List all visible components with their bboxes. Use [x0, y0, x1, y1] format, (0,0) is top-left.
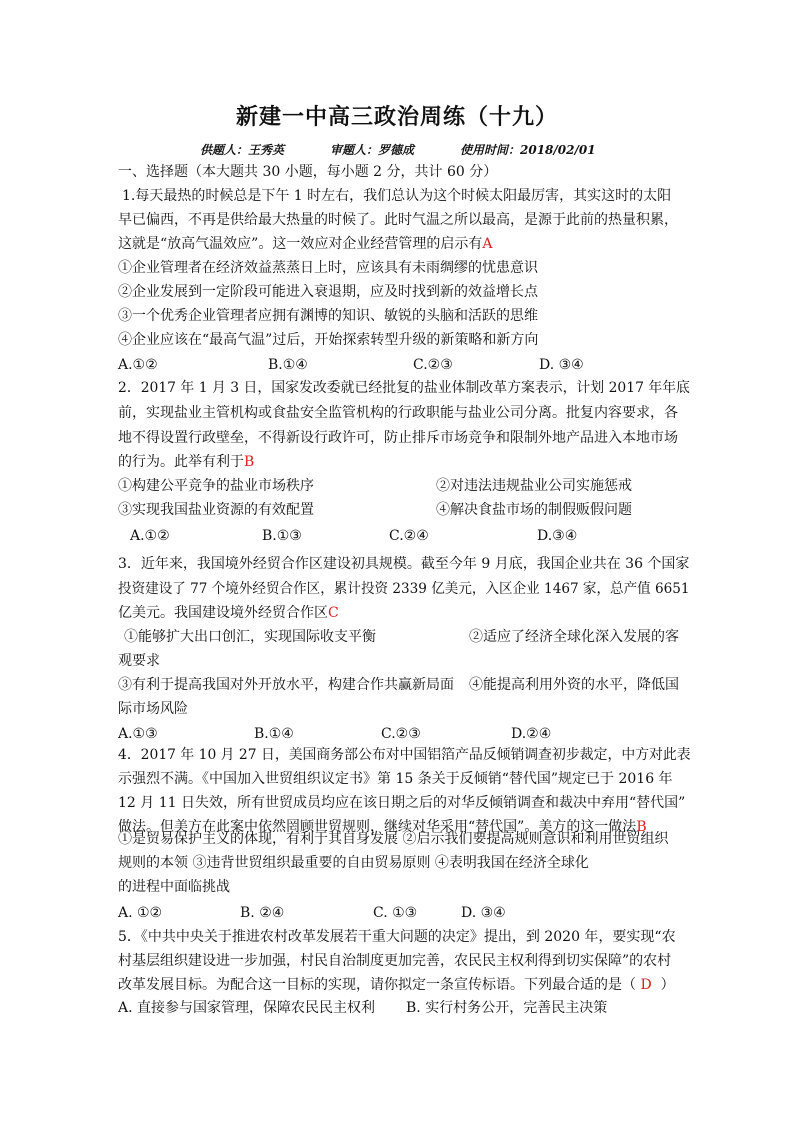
date-label: 使用时间：2018/02/01: [460, 143, 596, 157]
reviewer-label: 审题人：罗德成: [330, 143, 415, 157]
q5-line-2: 村基层组织建设进一步加强，村民自治制度更加完善，农民民主权利得到切实保障”的农村: [118, 953, 672, 969]
q1-stem-end: 这就是“放高气温效应”。这一效应对企业经营管理的启示有: [118, 236, 483, 252]
q4-option-b: B. ②④: [240, 905, 285, 921]
q3-option-d: D.②④: [511, 726, 552, 742]
q1-answer: A: [482, 236, 493, 252]
page-title: 新建一中高三政治周练（十九）: [235, 104, 558, 130]
q5-line-1: 5．《中共中央关于推进农村改革发展若干重大问题的决定》提出，到 2020 年，要实现“农: [118, 929, 676, 945]
q3-statement-2: ②适应了经济全球化深入发展的客: [469, 629, 679, 645]
author-label: 供题人：王秀英: [200, 143, 285, 157]
q2-line-2: 前，实现盐业主管机构或食盐安全监管机构的行政职能与盐业公司分离。批复内容要求，各: [118, 405, 678, 421]
q2-answer: B: [244, 454, 255, 470]
q2-option-a: A.①②: [130, 528, 170, 544]
q1-statement-1: ①企业管理者在经济效益蒸蒸日上时，应该具有未雨绸缪的忧患意识: [118, 260, 538, 276]
q2-option-d: D.③④: [537, 528, 578, 544]
q1-statement-4: ④企业应该在“最高气温”过后，开始探索转型升级的新策略和新方向: [118, 332, 539, 348]
q4-option-d: D. ③④: [461, 905, 506, 921]
q3-line-3: [118, 603, 339, 623]
q3-option-b: B.①④: [254, 726, 294, 742]
q5-line-3: [118, 975, 675, 995]
q3-statement-4: ④能提高利用外资的水平，降低国: [469, 677, 679, 693]
q2-statement-4: ④解决食盐市场的制假贩假问题: [436, 502, 632, 518]
q3-statement-3: ③有利于提高我国对外开放水平，构建合作共赢新局面: [118, 677, 454, 693]
q1-line-3: [118, 234, 492, 254]
q5-option-b: B. 实行村务公开，完善民主决策: [406, 1000, 608, 1016]
q2-option-c: C.②④: [389, 528, 429, 544]
q4-line-6: 规则的本领 ③违背世贸组织最重要的自由贸易原则 ④表明我国在经济全球化: [118, 855, 589, 871]
q5-answer: D: [640, 977, 652, 993]
q2-statement-1: ①构建公平竞争的盐业市场秩序: [118, 478, 314, 494]
q4-line-5: ①是贸易保护主义的体现，有利于其自身发展 ②启示我们要提高规则意识和利用世贸组织: [118, 831, 669, 847]
q1-option-b: B.①④: [268, 357, 308, 373]
q1-option-c: C.②③: [413, 357, 453, 373]
q2-line-3: 地不得设置行政壁垒，不得新设行政许可，防止排斥市场竞争和限制外地产品进入本地市场: [118, 430, 678, 446]
q4-option-c: C. ①③: [373, 905, 418, 921]
q1-statement-2: ②企业发展到一定阶段可能进入衰退期，应及时找到新的效益增长点: [118, 284, 538, 300]
q3-option-a: A.①③: [118, 726, 158, 742]
section-heading: 一、选择题（本大题共 30 小题，每小题 2 分，共计 60 分）: [118, 164, 498, 180]
q4-line-3: 12 月 11 日失效，所有世贸成员均应在该日期之后的对华反倾销调查和裁决中弃用“替代国”: [118, 795, 686, 811]
q5-stem-end: 改革发展目标。为配合这一目标的实现，请你拟定一条宣传标语。下列最合适的是（: [118, 977, 636, 993]
q3-statement-2-cont: 观要求: [118, 653, 160, 669]
q1-line-2: 早已偏西，不再是供给最大热量的时候了。此时气温之所以最高，是源于此前的热量积累，: [118, 212, 678, 228]
q5-option-a: A. 直接参与国家管理，保障农民民主权利: [118, 1000, 376, 1016]
q4-answer: B: [636, 819, 647, 835]
q2-statement-3: ③实现我国盐业资源的有效配置: [118, 502, 314, 518]
q5-paren-close: ）: [660, 977, 675, 993]
q2-line-4: [118, 452, 254, 472]
q2-statement-2: ②对违法违规盐业公司实施惩戒: [436, 478, 632, 494]
q4-line-2: 示强烈不满。《中国加入世贸组织议定书》第 15 条关于反倾销“替代国”规定已于 2016 年: [118, 771, 673, 787]
q3-answer: C: [328, 605, 339, 621]
q3-statement-4-cont: 际市场风险: [118, 701, 188, 717]
q1-line-1: 1.每天最热的时候总是下午 1 时左右，我们总认为这个时候太阳最厉害，其实这时的太阳: [122, 188, 672, 204]
q4-line-1: 4．2017 年 10 月 27 日，美国商务部公布对中国铝箔产品反倾销调查初步裁定，中方对此表: [118, 747, 691, 763]
q2-line-1: 2．2017 年 1 月 3 日，国家发改委就已经批复的盐业体制改革方案表示，计划 2017 年年底: [118, 380, 690, 396]
q1-statement-3: ③一个优秀企业管理者应拥有渊博的知识、敏锐的头脑和活跃的思维: [118, 308, 538, 324]
q1-option-a: A.①②: [118, 357, 158, 373]
q3-statement-1: ①能够扩大出口创汇，实现国际收支平衡: [124, 629, 376, 645]
q4-stem-end: 做法。但美方在此案中依然罔顾世贸规则，继续对华采用“替代国”。美方的这一做法: [118, 819, 637, 835]
q3-line-1: 3．近年来，我国境外经贸合作区建设初具规模。截至今年 9 月底，我国企业共在 36 个国家: [118, 556, 690, 572]
q4-option-a: A. ①②: [118, 905, 163, 921]
q3-option-c: C.②③: [381, 726, 421, 742]
q4-line-7: 的进程中面临挑战: [118, 879, 230, 895]
q1-option-d: D. ③④: [539, 357, 584, 373]
q2-option-b: B.①③: [262, 528, 302, 544]
q3-line-2: 投资建设了 77 个境外经贸合作区，累计投资 2339 亿美元，入区企业 1467 家，总产值 6651: [118, 581, 690, 597]
q3-stem-end: 亿美元。我国建设境外经贸合作区: [118, 605, 328, 621]
q2-stem-end: 的行为。此举有利于: [118, 454, 244, 470]
